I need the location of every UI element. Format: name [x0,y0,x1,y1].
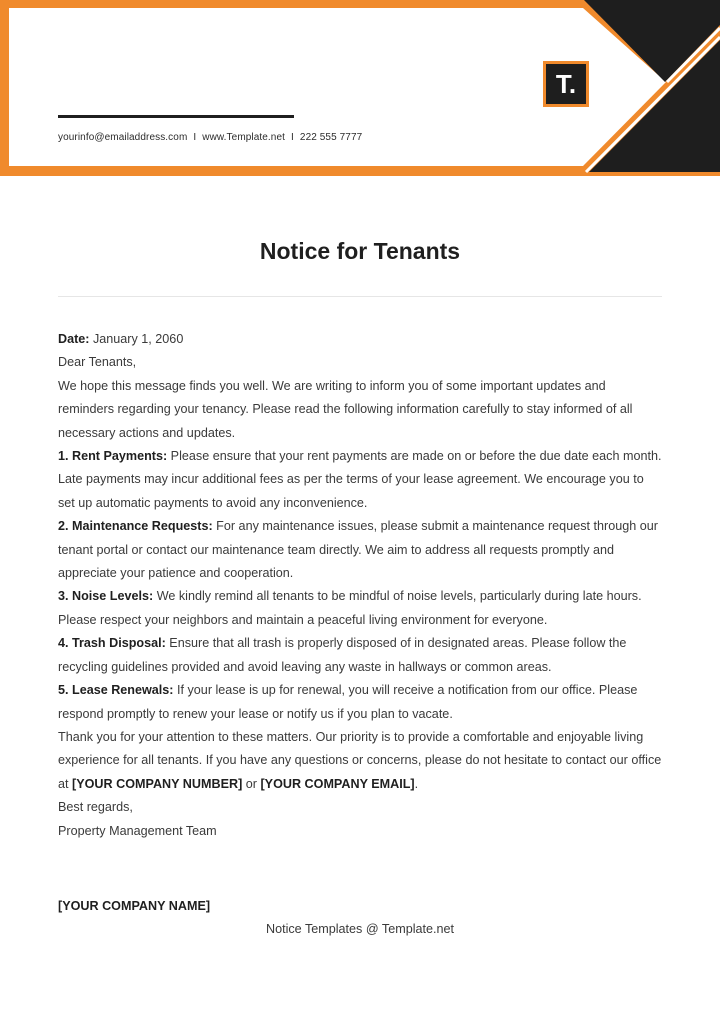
closing-or: or [242,776,261,791]
contact-phone: 222 555 7777 [299,132,363,143]
notice-item [58,445,662,515]
notice-item-text: Ensure that all trash is properly disposed of in designated areas. Please follow the recycling guidelines provided and avoid leaving any waste in hallways or common areas. [58,636,627,674]
notice-item-heading: 1. Rent Payments: [58,449,168,464]
date-label: Date: [58,332,90,346]
notice-item-heading: 5. Lease Renewals: [58,683,174,698]
closing-text: Thank you for your attention to these matters. Our priority is to provide a comfortable and enjoyable living experience for all tenants. If you have any questions or concerns, please do not hesitate to contact our office at [58,729,662,791]
sign-off: Best regards, [58,800,133,815]
notice-item-heading: 4. Trash Disposal: [58,636,166,651]
contact-separator: I [291,132,294,143]
letterhead [0,0,720,176]
contact-separator: I [193,132,197,143]
intro-paragraph: We hope this message finds you well. We are writing to inform you of some important updates and reminders regarding your tenancy. Please read the following information carefully to stay informed of all necessary actions and updates. [58,378,633,440]
company-logo [543,61,589,107]
notice-item-text: Please ensure that your rent payments are made on or before the due date each month. Late payments may incur additional fees as per the terms of your lease agreement. We encourage you to set up automatic payments to avoid any inconvenience. [58,449,662,510]
notice-item-heading: 3. Noise Levels: [58,589,154,604]
contact-email[interactable]: yourinfo@emailaddress.com [58,132,188,143]
closing-paragraph [58,726,662,796]
contact-line [58,132,362,143]
footer-credit: Notice Templates @ Template.net [265,922,455,936]
title-divider [58,296,662,297]
company-name-placeholder: [YOUR COMPANY NAME] [58,899,211,913]
letterhead-frame [0,0,720,176]
salutation: Dear Tenants, [58,355,137,370]
notice-body [58,328,662,843]
page-title: Notice for Tenants [259,238,461,264]
company-email-placeholder: [YOUR COMPANY EMAIL] [260,776,415,791]
notice-item [58,632,662,679]
contact-website[interactable]: www.Template.net [202,132,286,143]
closing-period: . [414,776,419,791]
date-value: January 1, 2060 [89,332,184,346]
header-divider [58,115,294,118]
logo-text: T. [555,69,577,99]
notice-item-heading: 2. Maintenance Requests: [58,519,213,534]
notice-item-text: We kindly remind all tenants to be mindful of noise levels, particularly during late hours. Please respect your neighbors and maintain a peaceful living environment for everyone. [58,589,642,627]
notice-item-text: For any maintenance issues, please submit a maintenance request through our tenant portal or contact our maintenance team directly. We aim to address all requests promptly and appreciate your patience and cooperation. [58,519,658,581]
notice-item [58,585,662,632]
team-name: Property Management Team [58,823,217,838]
company-number-placeholder: [YOUR COMPANY NUMBER] [72,776,243,791]
notice-item-text: If your lease is up for renewal, you will receive a notification from our office. Please respond promptly to renew your lease or notify us if you plan to vacate. [58,683,638,721]
notice-item [58,515,662,585]
notice-item [58,679,662,726]
date-line [58,328,662,351]
